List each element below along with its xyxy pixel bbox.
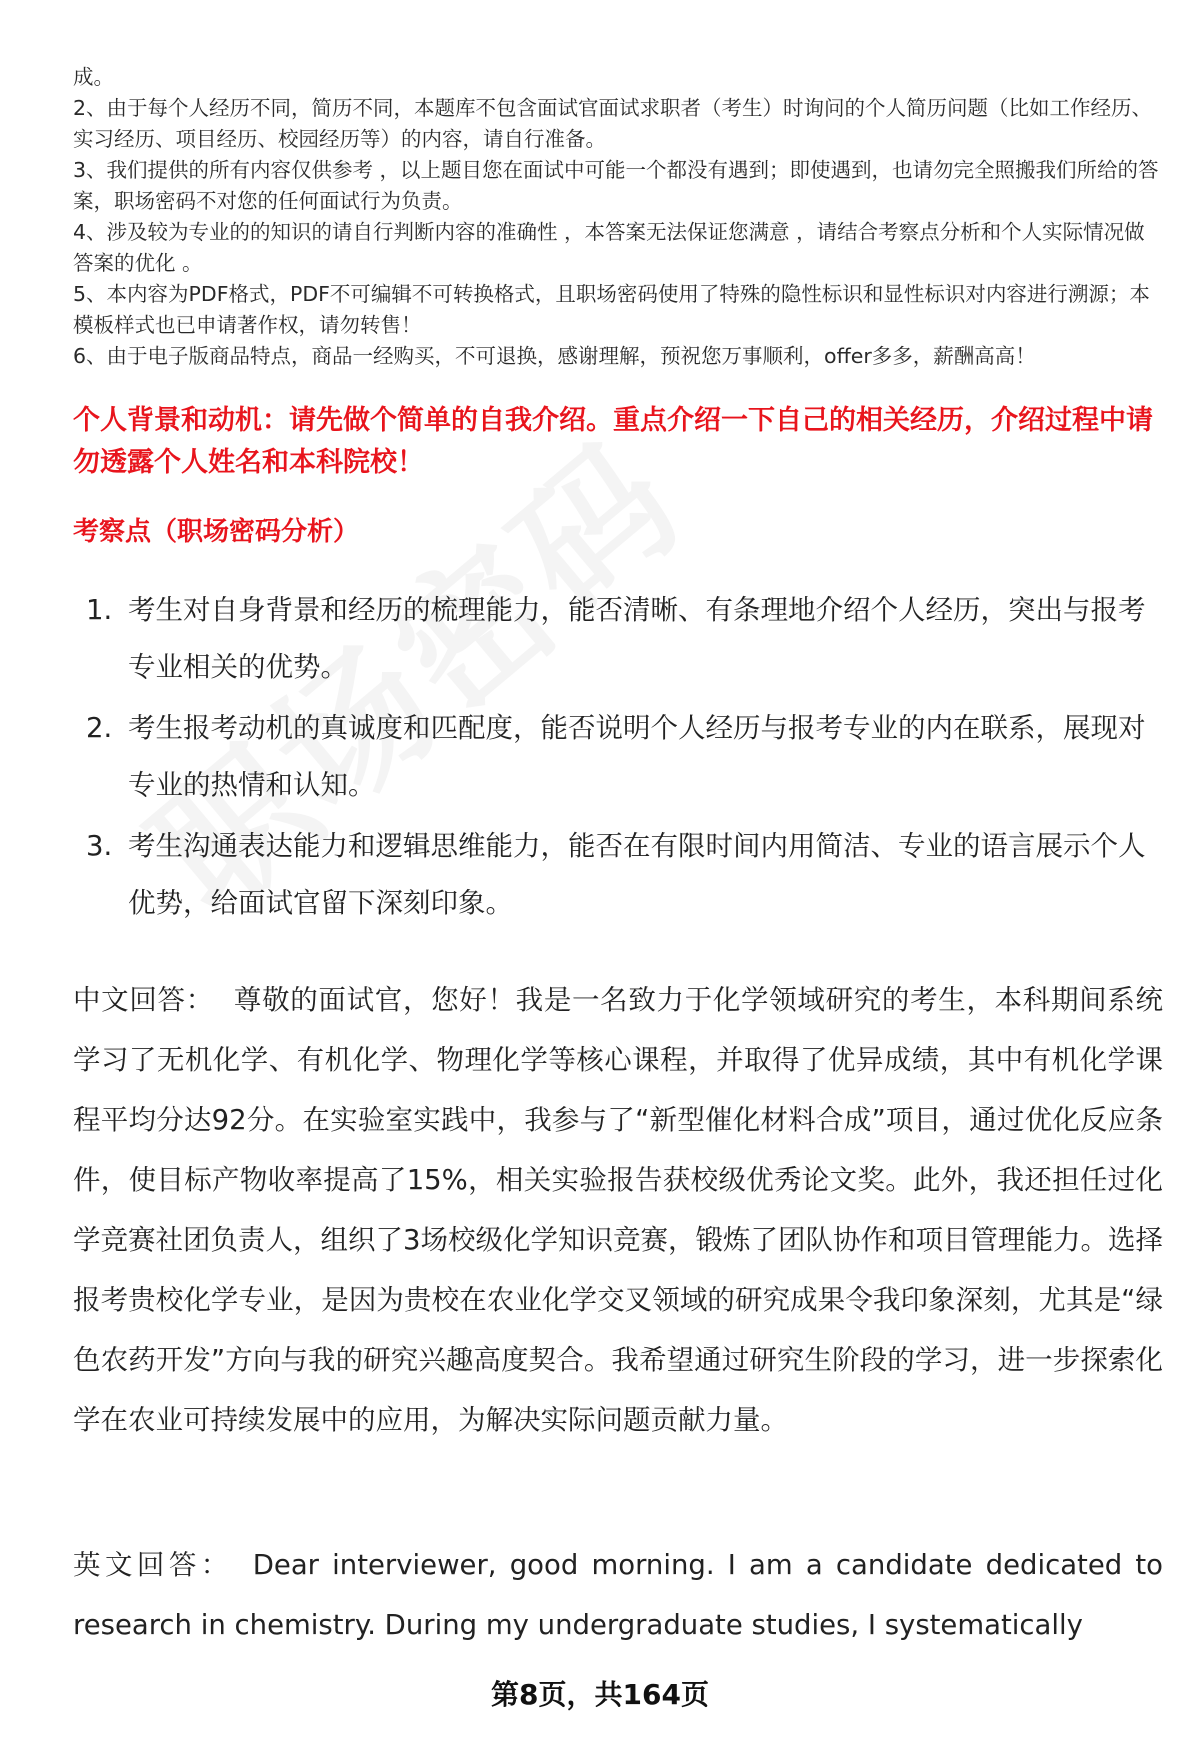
section-title-assessment: 考察点（职场密码分析）	[73, 517, 360, 547]
note-line: 5、本内容为PDF格式，PDF不可编辑不可转换格式，且职场密码使用了特殊的隐性标识和显性标识对内容进行溯源；本模板样式也已申请著作权，请勿转售！	[73, 282, 1150, 337]
chinese-answer-text: 尊敬的面试官，您好！我是一名致力于化学领域研究的考生，本科期间系统学习了无机化学、有机化学、物理化学等核心课程，并取得了优异成绩，其中有机化学课程平均分达92分。在实验室实践中，我参与了“新型催化材料合成”项目，通过优化反应条件，使目标产物收率提高了15%，相关实验报告获校级优秀论文奖。此外，我还担任过化学竞赛社团负责人，组织了3场校级化学知识竞赛，锻炼了团队协作和项目管理能力。选择报考贵校化学专业，是因为贵校在农业化学交叉领域的研究成果令我印象深刻，尤其是“绿色农药开发”方向与我的研究兴趣高度契合。我希望通过研究生阶段的学习，进一步探索化学在农业可持续发展中的应用，为解决实际问题贡献力量。	[73, 984, 1164, 1436]
chinese-answer-label: 中文回答：	[73, 984, 214, 1016]
list-item	[80, 582, 1165, 696]
notes-block	[73, 62, 1163, 372]
note-line: 4、涉及较为专业的的知识的请自行判断内容的准确性 ，本答案无法保证您满意 ，请结合考察点分析和个人实际情况做答案的优化 。	[73, 220, 1145, 275]
list-number: 3.	[86, 830, 113, 862]
list-item-text: 考生报考动机的真诚度和匹配度，能否说明个人经历与报考专业的内在联系，展现对专业的热情和认知。	[128, 712, 1146, 801]
english-answer-label: 英文回答：	[73, 1549, 233, 1581]
note-line: 成。	[73, 65, 114, 89]
list-item-text: 考生沟通表达能力和逻辑思维能力，能否在有限时间内用简洁、专业的语言展示个人优势，给面试官留下深刻印象。	[128, 830, 1146, 919]
list-item	[80, 700, 1165, 814]
note-line: 2、由于每个人经历不同，简历不同，本题库不包含面试官面试求职者（考生）时询问的个人简历问题（比如工作经历、实习经历、项目经历、校园经历等）的内容，请自行准备。	[73, 96, 1153, 151]
chinese-answer	[73, 970, 1163, 1450]
list-number: 2.	[86, 712, 113, 744]
note-line: 6、由于电子版商品特点，商品一经购买，不可退换，感谢理解，预祝您万事顺利，offer多多，薪酬高高！	[73, 344, 1036, 368]
interview-question: 个人背景和动机：请先做个简单的自我介绍。重点介绍一下自己的相关经历，介绍过程中请勿透露个人姓名和本科院校！	[73, 405, 1153, 478]
list-number: 1.	[86, 594, 113, 626]
note-line: 3、我们提供的所有内容仅供参考 ，以上题目您在面试中可能一个都没有遇到；即使遇到，也请勿完全照搬我们所给的答案，职场密码不对您的任何面试行为负责。	[73, 158, 1159, 213]
english-answer-text: Dear interviewer, good morning. I am a candidate dedicated to research in chemistry. During my undergraduate studies, I systematically	[73, 1549, 1164, 1641]
list-item	[80, 818, 1165, 932]
english-answer	[73, 1535, 1163, 1655]
assessment-points-list	[80, 582, 1165, 936]
page-number: 第8页，共164页	[491, 1678, 709, 1711]
list-item-text: 考生对自身背景和经历的梳理能力，能否清晰、有条理地介绍个人经历，突出与报考专业相关的优势。	[128, 594, 1146, 683]
